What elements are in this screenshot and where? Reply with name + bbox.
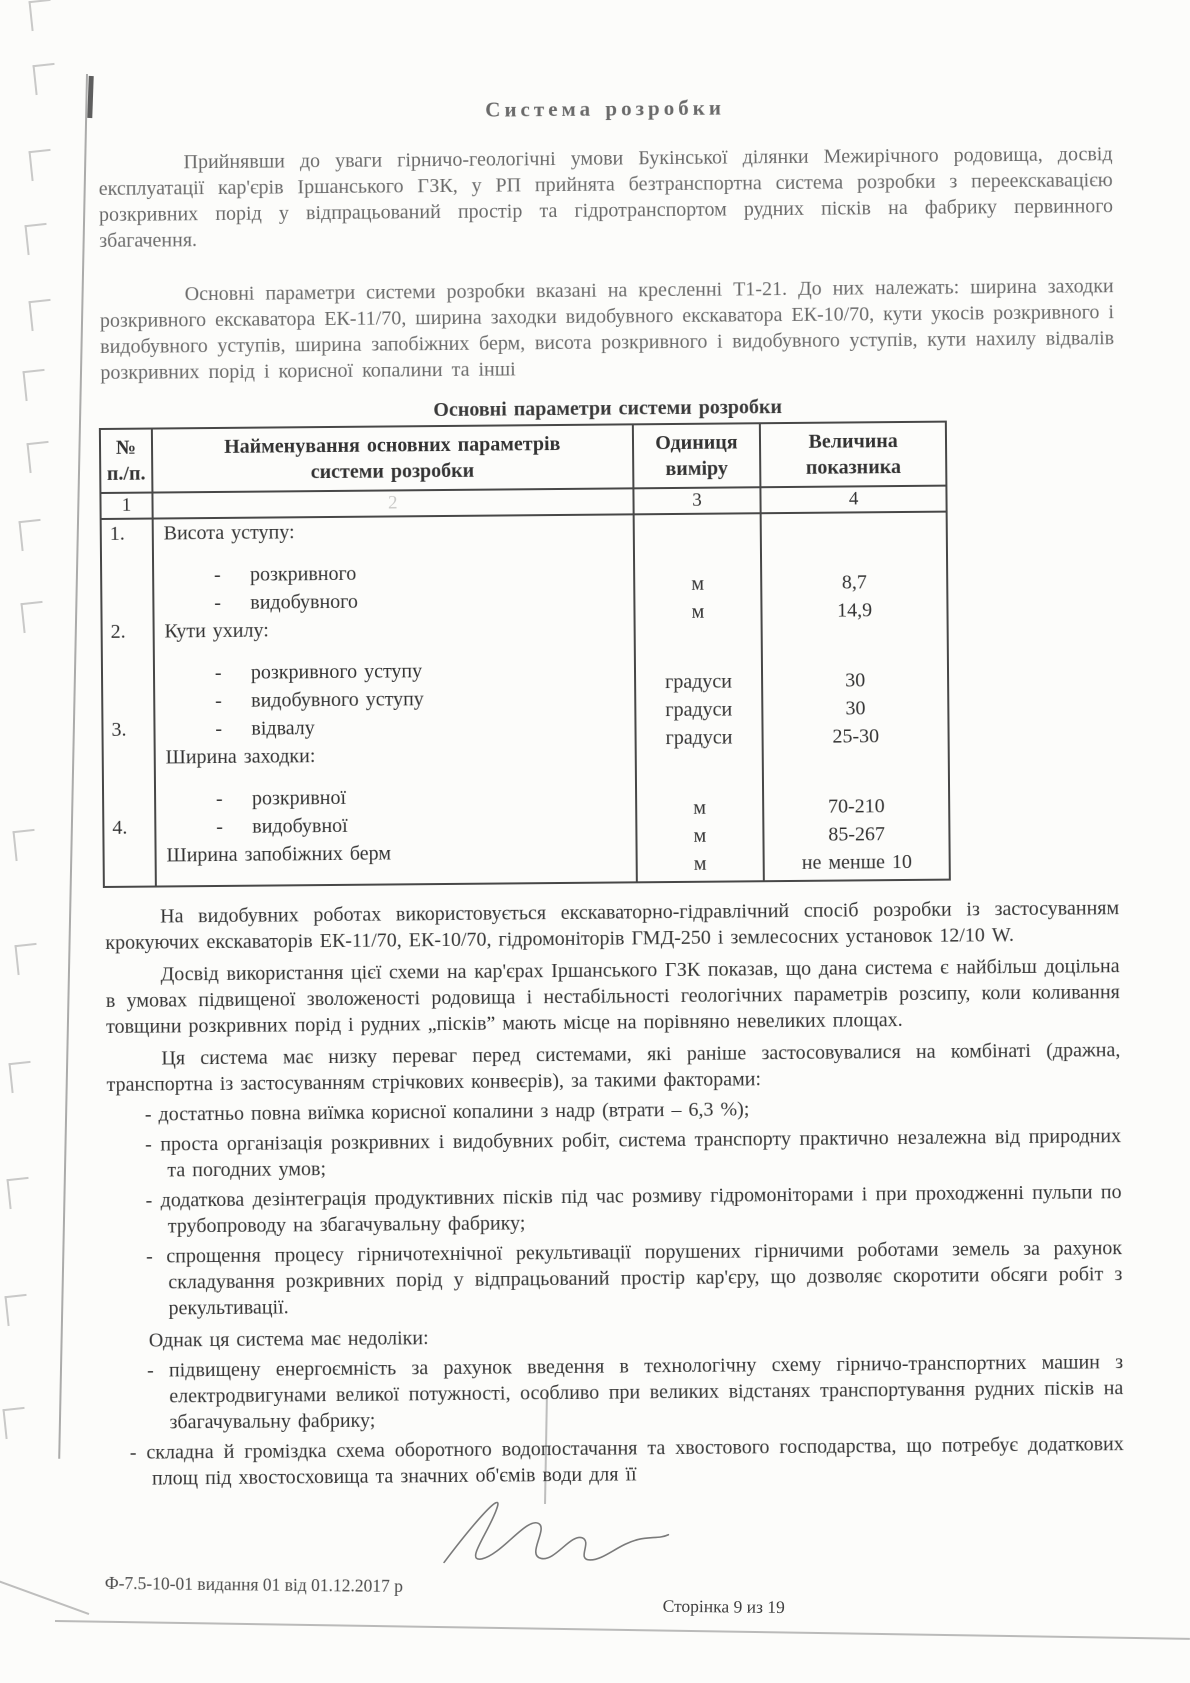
parameter-label: розкривної (251, 786, 347, 810)
value-cell: 14,9 (762, 583, 948, 613)
parameter-name (154, 711, 635, 743)
value-cell: 85-267 (764, 807, 950, 837)
parameter-name (153, 585, 634, 617)
list-dash: - (214, 591, 222, 615)
table-caption: Основні параметри системи розробки (433, 396, 783, 422)
unit-cell: м (636, 836, 764, 882)
header-name: Найменування основних параметрів системи розробки (152, 424, 633, 492)
advantage-item: - спрощення процесу гірничотехнічної рекультивації порушених гірничими роботами земель за рахунок складування розкривних порід у відпрацьований простір кар'єру, що дозволяє скоротити обсяги робіт з рекультивації. (145, 1237, 1123, 1320)
page-edge-bold-mark (87, 76, 93, 118)
binder-hole-mark (22, 369, 47, 401)
form-code-label: Ф-7.5-10-01 видання 01 від 01.12.2017 р (104, 1572, 404, 1596)
parameter-name (155, 809, 636, 841)
value-cell (761, 512, 947, 543)
row-number: 3. (111, 718, 127, 741)
row-number (101, 548, 153, 590)
parameter-name (154, 641, 635, 687)
parameter-name (153, 514, 634, 547)
paragraph-drawbacks-lead: Однак ця система має недоліки: (148, 1327, 429, 1352)
table-body (101, 512, 950, 887)
parameter-label: Кути ухилу: (164, 619, 269, 643)
page-title: Система розробки (485, 95, 726, 122)
parameter-label: розкривного уступу (250, 660, 423, 684)
parameter-name (153, 543, 634, 589)
binder-hole-mark (28, 0, 53, 31)
row-number: 4. (112, 816, 128, 839)
binder-hole-mark (28, 299, 53, 331)
paragraph-intro-2: Основні параметри системи розробки вказані на кресленні Т1-21. До них належать: ширина заходки розкривного екскаватора ЕК-11/70, ширина заходки видобувного екскаватора ЕК-10/70, кути укосів розкривного і видобувного уступів, ширина запобіжних берм, висота розкривного і видобувного уступів, кути нахилу відвалів розкривних порід і корисної копалини та інші (99, 275, 1115, 384)
unit-cell: градуси (634, 640, 762, 683)
table-row (102, 639, 948, 688)
parameter-name (155, 837, 636, 886)
row-number (102, 646, 154, 688)
paragraph-advantages-lead: Ця система має низку переваг перед системами, які раніше застосовувалися на комбінаті (дражна, транспортна із застосуванням стрічкових конвеєрів), за такими факторами: (106, 1039, 1121, 1096)
advantage-item: - додаткова дезінтеграція продуктивних пісків під час розмиву гідромоніторами і при проходженні пульпи по трубопроводу на збагачувальну фабрику; (145, 1181, 1122, 1238)
parameter-label: Ширина запобіжних берм (166, 842, 392, 867)
drawback-item: - підвищену енергоємність за рахунок введення в технологічну схему гірничо-транспортних машин з електродвигунами великої потужності, особливо при великих відстанях транспортування рудних пісків на збагачувальну фабрику; (146, 1351, 1124, 1434)
binder-hole-mark (8, 1061, 33, 1093)
parameter-label: розкривного (249, 562, 357, 586)
row-number: 1. (109, 522, 125, 545)
binder-hole-mark (6, 1177, 31, 1209)
advantage-item: - проста організація розкривних і видобувних робіт, система транспорту практично незалежна від природних та погодних умов; (145, 1125, 1122, 1182)
signature (438, 1480, 674, 1577)
drawback-item: - складна й громіздка схема оборотного водопостачання та хвостового господарства, що потребує додаткових площ під хвостосховища та значних об'ємів води для її (129, 1433, 1124, 1490)
unit-cell: м (636, 808, 764, 837)
unit-cell (633, 513, 761, 543)
binder-hole-mark (28, 149, 53, 181)
advantages-list (107, 1093, 1123, 1322)
parameter-name (155, 767, 636, 813)
binder-hole-mark (24, 223, 49, 255)
row-number (103, 744, 155, 772)
parameter-label: Ширина заходки: (165, 745, 316, 769)
column-number: 4 (761, 486, 947, 514)
value-cell: 30 (762, 681, 948, 711)
paragraph-experience: Досвід використання цієї схеми на кар'єрах Іршанського ГЗК показав, що дана система є найбільш доцільна в умовах підвищеної зволоженості родовища і нестабільності геологічних параметрів розсипу, коли коливання товщини розкривних порід і рудних „пісків” мають місце на порівняно невеликих площах. (105, 955, 1120, 1038)
parameter-name (153, 613, 634, 645)
parameter-name (154, 683, 635, 715)
row-number (101, 590, 153, 618)
column-number: 2 (152, 488, 633, 518)
binder-hole-mark (26, 441, 51, 473)
unit-cell: м (633, 542, 761, 585)
row-number (103, 772, 155, 814)
unit-cell: м (634, 584, 762, 613)
parameter-label: видобувної (252, 814, 348, 838)
value-cell: 8,7 (761, 541, 947, 585)
parameters-table (99, 421, 951, 888)
row-number (103, 842, 155, 887)
page-edge-line (58, 74, 88, 1459)
value-cell: 70-210 (763, 765, 949, 809)
column-number: 3 (633, 487, 761, 514)
parameter-label: відвалу (251, 717, 315, 740)
table-row (101, 541, 947, 590)
binder-hole-mark (14, 943, 39, 975)
header-num: № п./п. (100, 429, 152, 493)
advantage-item: - достатньо повна виїмка корисної копалини з надр (втрати – 6,3 %); (144, 1098, 750, 1126)
table-row (103, 835, 949, 887)
unit-cell: градуси (635, 682, 763, 711)
table-row (103, 765, 949, 814)
binder-hole-mark (2, 1407, 27, 1439)
header-unit: Одиниця виміру (632, 423, 760, 488)
list-dash: - (214, 661, 222, 685)
binder-hole-mark (32, 63, 57, 95)
paragraph-method: На видобувних роботах використовується екскаваторно-гідравлічний спосіб розробки із застосуванням крокуючих екскаваторів ЕК-11/70, ЕК-10/70, гідромоніторів ГМД-250 і землесосних установок 12/10 W. (105, 897, 1120, 954)
unit-cell: градуси (635, 710, 763, 739)
parameter-label: видобувного (250, 590, 358, 614)
value-cell: 30 (762, 639, 948, 683)
list-dash: - (213, 563, 221, 587)
value-cell: 25-30 (763, 709, 949, 739)
column-number: 1 (100, 493, 152, 519)
document-content (98, 91, 1124, 1492)
row-number: 2. (110, 620, 126, 643)
parameter-label: видобувного уступу (251, 688, 424, 712)
paragraph-intro-1: Прийнявши до уваги гірничо-геологічні умови Букінської ділянки Межирічного родовища, досвід експлуатації кар'єрів Іршанського ГЗК, у РП прийнята безтранспортна система розробки з переекскавацією розкривних порід у відпрацьований простір та гідротранспортом рудних пісків на фабрику первинного збагачення. (98, 143, 1114, 252)
header-value: Величина показника (760, 422, 946, 488)
page-number-label: Сторінка 9 из 19 (662, 1595, 785, 1617)
value-cell: не менше 10 (764, 835, 950, 882)
binder-hole-mark (4, 1294, 29, 1326)
list-dash: - (215, 717, 223, 740)
drawbacks-list (109, 1349, 1124, 1492)
list-dash: - (215, 787, 223, 810)
row-number (102, 688, 154, 716)
parameter-label: Висота уступу: (163, 521, 295, 545)
binder-hole-mark (20, 601, 45, 633)
list-dash: - (215, 689, 222, 713)
binder-hole-mark (18, 519, 43, 551)
page-footer (0, 1474, 1190, 1666)
unit-cell: м (635, 766, 763, 809)
binder-hole-mark (12, 829, 37, 861)
parameter-name (155, 739, 636, 771)
table-header-row (100, 422, 947, 493)
list-dash: - (216, 815, 224, 838)
